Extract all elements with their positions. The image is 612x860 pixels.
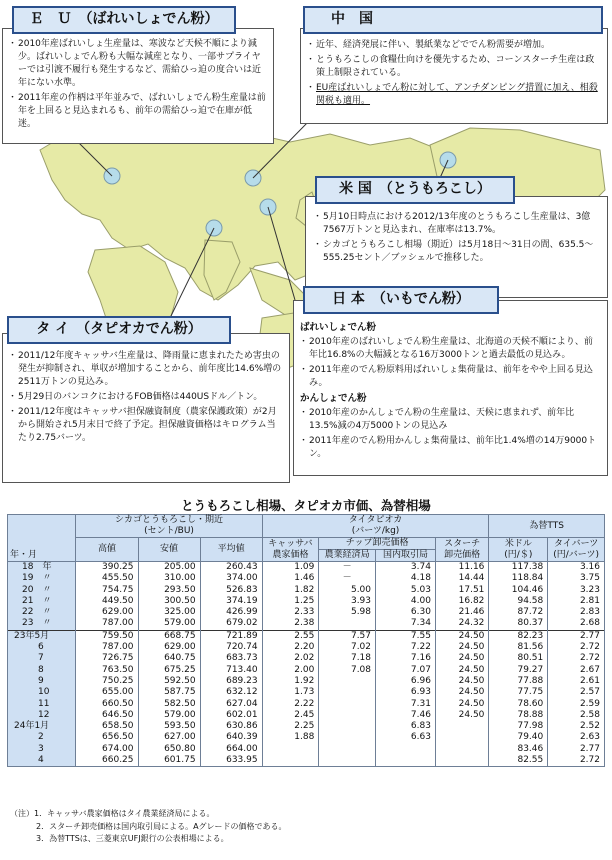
table-cell: 640.75 [138,653,200,664]
note-1: （注）1．キャッサバ農家価格はタイ農業経済局による。 [10,809,215,818]
table-cell: 658.50 [76,721,138,732]
table-cell: 587.75 [138,687,200,698]
eu-item-1: ・ 2010年産ばれいしょ生産量は、寒波など天候不順により減少。ばれいしょでん粉も大幅な減産となり、一部サプライヤーでは引渡不履行も発生するなど、需給ひっ迫の度合いは近年にない水準。 [9,38,267,90]
table-cell: 689.23 [200,676,262,687]
table-cell: 80.51 [489,653,548,664]
table-cell: 787.00 [76,618,138,630]
table-cell: 2.02 [262,653,319,664]
header-chip-domestic: 国内取引局 [376,550,436,562]
row-label: 9 [8,676,76,687]
table-cell: 293.50 [138,585,200,596]
table-cell: 24.50 [435,699,488,710]
table-cell: 2.68 [548,618,605,630]
table-cell: 24.32 [435,618,488,630]
row-label: 3 [8,744,76,755]
table-cell: 77.88 [489,676,548,687]
table-row [8,665,605,676]
table-cell: 300.50 [138,596,200,607]
header-starch: スターチ 卸売価格 [435,538,488,562]
table-cell: 449.50 [76,596,138,607]
table-cell: 763.50 [76,665,138,676]
table-cell: 3.74 [376,562,436,574]
table-cell: 7.22 [376,642,436,653]
table-cell: 660.25 [76,755,138,767]
table-cell: 629.00 [138,642,200,653]
china-title: 中 国 [303,6,603,34]
row-label: 23 〃 [8,618,76,630]
table-row [8,618,605,630]
table-cell: 2.38 [262,618,319,630]
table-notes [10,808,287,846]
table-cell: 633.95 [200,755,262,767]
table-cell: 627.00 [138,732,200,743]
table-cell: 655.00 [76,687,138,698]
table-row [8,721,605,732]
table-cell [435,721,488,732]
table-cell: 2.59 [548,699,605,710]
header-tts: 為替TTS [489,515,605,538]
table-row [8,676,605,687]
header-cassava: キャッサバ 農家価格 [262,538,319,562]
table-cell: 79.27 [489,665,548,676]
table-cell: 325.00 [138,607,200,618]
table-cell: 2.67 [548,665,605,676]
table-cell: 11.16 [435,562,488,574]
eu-item-2: ・ 2011年産の作柄は平年並みで、ばれいしょでん粉生産量は前年を上回ると見込まれるも、前年の需給ひっ迫で在庫が低迷。 [9,92,267,131]
table-cell: 759.50 [76,630,138,642]
table-cell [319,710,376,721]
table-cell: 2.33 [262,607,319,618]
table-cell: 310.00 [138,573,200,584]
row-label: 19 〃 [8,573,76,584]
china-item-1: ・ 近年、経済発展に伴い、製紙業などででん粉需要が増加。 [307,39,601,52]
table-cell: 2.58 [548,710,605,721]
table-cell: 1.25 [262,596,319,607]
table-cell: 374.19 [200,596,262,607]
table-cell: 632.12 [200,687,262,698]
table-cell: 721.89 [200,630,262,642]
table-cell: 2.72 [548,653,605,664]
table-cell: 24.50 [435,710,488,721]
japan-potato-item-1: ・ 2010年産のばれいしょでん粉生産量は、北海道の天候不順により、前年比16.8%の大幅減となる16万3000トンと過去最低の見込み。 [300,336,601,362]
table-cell: － [319,573,376,584]
thai-info-box [2,333,290,483]
table-cell: 118.84 [489,573,548,584]
table-cell [319,687,376,698]
table-cell: 2.61 [548,676,605,687]
table-cell: 83.46 [489,744,548,755]
table-cell: 646.50 [76,710,138,721]
table-cell: 104.46 [489,585,548,596]
usa-title: 米 国 （とうもろこし） [315,176,515,204]
table-cell: 205.00 [138,562,200,574]
table-cell [262,755,319,767]
table-row [8,744,605,755]
table-cell: 24.50 [435,676,488,687]
table-cell: 2.20 [262,642,319,653]
table-cell: 3.93 [319,596,376,607]
japan-potato-item-2: ・ 2011年産のでん粉原料用ばれいしょ集荷量は、前年をやや上回る見込み。 [300,364,601,390]
table-cell [319,618,376,630]
table-cell: 629.00 [76,607,138,618]
table-cell: 1.88 [262,732,319,743]
table-row [8,596,605,607]
table-cell: 7.55 [376,630,436,642]
japan-potato-starch-heading: ばれいしょでん粉 [300,322,377,333]
table-cell: 82.55 [489,755,548,767]
table-cell: 2.83 [548,607,605,618]
header-low: 安値 [138,538,200,562]
table-cell: 7.34 [376,618,436,630]
table-row [8,585,605,596]
row-label: 7 [8,653,76,664]
table-cell [319,755,376,767]
table-cell: 1.82 [262,585,319,596]
table-cell: 650.80 [138,744,200,755]
china-item-3: ・ EU産ばれいしょでん粉に対して、アンチダンピング措置に加え、相殺関税も適用。 [307,82,601,108]
header-chip-agri: 農業経済局 [319,550,376,562]
table-cell: 80.37 [489,618,548,630]
table-cell: 2.81 [548,596,605,607]
table-row [8,562,605,574]
table-cell: 117.38 [489,562,548,574]
table-row [8,630,605,642]
table-cell: 77.98 [489,721,548,732]
table-cell: 7.16 [376,653,436,664]
table-cell: 2.55 [262,630,319,642]
table-cell: 2.52 [548,721,605,732]
table-cell: 94.58 [489,596,548,607]
table-cell: 21.46 [435,607,488,618]
table-cell: 78.88 [489,710,548,721]
table-cell: 5.98 [319,607,376,618]
table-cell: 17.51 [435,585,488,596]
table-cell: 16.82 [435,596,488,607]
table-row [8,687,605,698]
china-item-2: ・ とうもろこしの食糧仕向けを優先するため、コーンスターチ生産は政策上制限されている。 [307,54,601,80]
table-cell: 720.74 [200,642,262,653]
header-avg: 平均値 [200,538,262,562]
japan-sweet-item-2: ・ 2011年産のでん粉用かんしょ集荷量は、前年比1.4%増の14万9000トン。 [300,435,601,461]
thai-item-3: ・ 2011/12年度はキャッサバ担保融資制度（農家保護政策）が2月から開始され5月末日で終了予定。担保融資価格はキログラム当たり2.75バーツ。 [9,406,283,445]
table-cell: 1.46 [262,573,319,584]
table-row [8,653,605,664]
row-label: 8 [8,665,76,676]
table-cell: 2.72 [548,755,605,767]
table-cell: 5.00 [319,585,376,596]
table-cell: 24.50 [435,653,488,664]
row-label: 23年5月 [8,630,76,642]
market-price-table [7,514,605,767]
table-cell: 787.00 [76,642,138,653]
china-info-box [300,28,608,124]
table-cell: 579.00 [138,618,200,630]
usa-item-2: ・ シカゴとうもろこし相場（期近）は5月18日～31日の間、635.5～555.25セント／ブッシェルで推移した。 [314,239,601,265]
table-cell: 602.01 [200,710,262,721]
table-cell: 374.00 [200,573,262,584]
table-row [8,642,605,653]
table-cell: 726.75 [76,653,138,664]
header-usd: 米ドル (円/＄) [489,538,548,562]
table-cell: 7.31 [376,699,436,710]
table-cell: 750.25 [76,676,138,687]
header-year-month: 年・月 [8,515,76,562]
table-cell: 630.86 [200,721,262,732]
table-cell: 426.99 [200,607,262,618]
table-cell: 627.04 [200,699,262,710]
table-cell: 7.57 [319,630,376,642]
table-cell: 6.63 [376,732,436,743]
table-cell: 579.00 [138,710,200,721]
table-cell: 6.83 [376,721,436,732]
eu-title: Ｅ Ｕ （ばれいしょでん粉） [12,6,236,34]
table-cell: 2.25 [262,721,319,732]
table-cell: 3.75 [548,573,605,584]
eu-info-box [2,28,274,144]
table-cell: 7.18 [319,653,376,664]
table-cell: 7.46 [376,710,436,721]
thai-item-2: ・ 5月29日のバンコクにおけるFOB価格は440USドル／トン。 [9,391,283,404]
thai-item-1: ・ 2011/12年度キャッサバ生産量は、降雨量に恵まれたため害虫の発生が抑制され、単収が増加することから、前年度比14.6%増の2511万トンの見込み。 [9,350,283,389]
table-cell: 675.25 [138,665,200,676]
header-tapioca: タイタピオカ (バーツ/kg) [262,515,489,538]
row-label: 10 [8,687,76,698]
table-cell: 24.50 [435,630,488,642]
table-row [8,755,605,767]
table-cell: 592.50 [138,676,200,687]
table-cell: 674.00 [76,744,138,755]
table-cell: 1.92 [262,676,319,687]
table-cell: 754.75 [76,585,138,596]
table-cell: 713.40 [200,665,262,676]
table-cell: 656.50 [76,732,138,743]
table-cell: 77.75 [489,687,548,698]
row-label: 2 [8,732,76,743]
table-row [8,607,605,618]
row-label: 4 [8,755,76,767]
table-cell: 679.02 [200,618,262,630]
table-cell [319,744,376,755]
table-cell: 87.72 [489,607,548,618]
table-cell: 79.40 [489,732,548,743]
table-cell: 3.23 [548,585,605,596]
japan-sweet-item-1: ・ 2010年産のかんしょでん粉の生産量は、天候に恵まれず、前年比13.5%減の4万5000トンの見込み [300,407,601,433]
table-cell: 14.44 [435,573,488,584]
row-label: 22 〃 [8,607,76,618]
table-cell: 582.50 [138,699,200,710]
table-cell: 5.03 [376,585,436,596]
header-chicago: シカゴとうもろこし・期近 (セント/BU) [76,515,262,538]
thai-title: タ イ （タピオカでん粉） [7,316,231,344]
table-cell: 4.00 [376,596,436,607]
table-cell: 24.50 [435,665,488,676]
header-baht: タイバーツ (円/バーツ) [548,538,605,562]
table-cell [319,732,376,743]
japan-title: 日 本 （いもでん粉） [303,286,499,314]
table-cell: 1.73 [262,687,319,698]
row-label: 18 年 [8,562,76,574]
table-row [8,732,605,743]
table-cell: 526.83 [200,585,262,596]
table-cell [319,676,376,687]
table-cell: 78.60 [489,699,548,710]
table-row [8,573,605,584]
table-cell: 455.50 [76,573,138,584]
table-cell: 593.50 [138,721,200,732]
table-cell: 668.75 [138,630,200,642]
table-cell: 2.77 [548,630,605,642]
table-cell: 24.50 [435,687,488,698]
row-label: 12 [8,710,76,721]
table-cell: 2.63 [548,732,605,743]
table-cell: 260.43 [200,562,262,574]
table-title: とうもろこし相場、タピオカ市価、為替相場 [181,498,431,513]
table-cell: 2.45 [262,710,319,721]
japan-info-box [293,300,608,476]
table-cell: 6.93 [376,687,436,698]
table-body [8,562,605,767]
row-label: 24年1月 [8,721,76,732]
table-cell: 683.73 [200,653,262,664]
header-chip: チップ卸売価格 [319,538,436,550]
table-cell [435,744,488,755]
table-cell: 601.75 [138,755,200,767]
usa-info-box [305,196,608,298]
table-cell: 2.57 [548,687,605,698]
table-cell: 6.30 [376,607,436,618]
table-cell: 7.02 [319,642,376,653]
table-cell: 2.22 [262,699,319,710]
row-label: 6 [8,642,76,653]
table-cell: 24.50 [435,642,488,653]
table-cell [435,755,488,767]
usa-item-1: ・ 5月10日時点における2012/13年度のとうもろこし生産量は、3億7567万トンと見込まれ、在庫率は13.7%。 [314,211,601,237]
table-cell: 81.56 [489,642,548,653]
note-2: 2．スターチ卸売価格は国内取引局による。Aグレードの価格である。 [36,821,287,831]
header-high: 高値 [76,538,138,562]
table-cell: 2.00 [262,665,319,676]
table-cell: 4.18 [376,573,436,584]
table-cell: － [319,562,376,574]
note-3: 3．為替TTSは、三菱東京UFJ銀行の公表相場による。 [36,834,229,843]
table-cell [262,744,319,755]
table-cell: 7.08 [319,665,376,676]
table-cell: 390.25 [76,562,138,574]
table-cell: 2.77 [548,744,605,755]
row-label: 20 〃 [8,585,76,596]
table-cell: 660.50 [76,699,138,710]
table-cell: 1.09 [262,562,319,574]
table-row [8,710,605,721]
row-label: 21 〃 [8,596,76,607]
row-label: 11 [8,699,76,710]
table-cell: 640.39 [200,732,262,743]
table-cell [435,732,488,743]
table-cell: 664.00 [200,744,262,755]
table-cell [376,744,436,755]
table-cell: 6.96 [376,676,436,687]
table-row [8,699,605,710]
table-cell: 7.07 [376,665,436,676]
table-cell [319,721,376,732]
table-cell [376,755,436,767]
table-cell: 3.16 [548,562,605,574]
japan-sweet-potato-heading: かんしょでん粉 [300,393,367,404]
table-cell: 2.72 [548,642,605,653]
table-cell: 82.23 [489,630,548,642]
table-cell [319,699,376,710]
